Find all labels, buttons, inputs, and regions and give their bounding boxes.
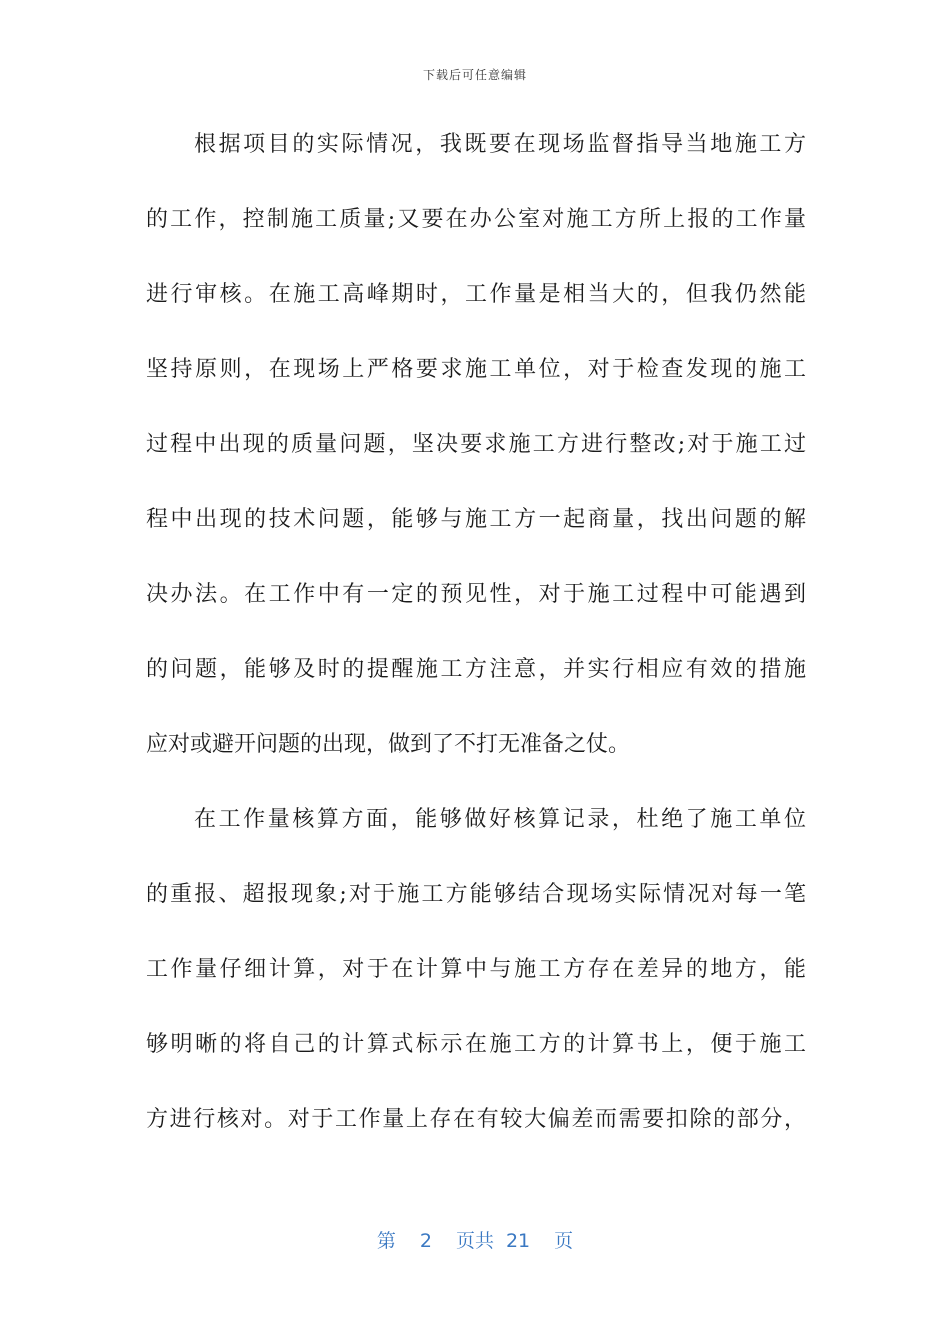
paragraph-1-line-9: 应对或避开问题的出现，做到了不打无准备之仗。 <box>146 732 631 757</box>
paragraph-2-line-5: 方进行核对。对于工作量上存在有较大偏差而需要扣除的部分， <box>146 1107 806 1132</box>
current-page-number: 2 <box>419 1230 432 1252</box>
header-note: 下载后可任意编辑 <box>422 68 527 82</box>
footer-prefix: 第 <box>376 1230 396 1252</box>
paragraph-2-line-3: 工作量仔细计算，对于在计算中与施工方存在差异的地方，能 <box>146 957 806 982</box>
paragraph-1-line-6: 程中出现的技术问题，能够与施工方一起商量，找出问题的解 <box>146 507 806 532</box>
paragraph-1-line-7: 决办法。在工作中有一定的预见性，对于施工过程中可能遇到 <box>146 582 806 607</box>
page-footer <box>0 1226 950 1253</box>
document-body <box>146 118 806 1168</box>
paragraph-2-line-1: 在工作量核算方面，能够做好核算记录，杜绝了施工单位 <box>194 807 806 832</box>
footer-suffix: 页 <box>554 1230 574 1252</box>
paragraph-1-line-5: 过程中出现的质量问题，坚决要求施工方进行整改;对于施工过 <box>146 432 806 457</box>
paragraph-1-line-2: 的工作，控制施工质量;又要在办公室对施工方所上报的工作量 <box>146 207 806 232</box>
paragraph-1-line-8: 的问题，能够及时的提醒施工方注意，并实行相应有效的措施 <box>146 657 806 682</box>
paragraph-2-line-2: 的重报、超报现象;对于施工方能够结合现场实际情况对每一笔 <box>146 882 806 907</box>
paragraph-1-line-4: 坚持原则，在现场上严格要求施工单位，对于检查发现的施工 <box>146 357 806 382</box>
footer-middle: 页共 <box>455 1230 494 1252</box>
total-pages-number: 21 <box>505 1230 531 1252</box>
paragraph-1-line-1: 根据项目的实际情况，我既要在现场监督指导当地施工方 <box>194 132 806 157</box>
paragraph-2-line-4: 够明晰的将自己的计算式标示在施工方的计算书上，便于施工 <box>146 1032 806 1057</box>
paragraph-1-line-3: 进行审核。在施工高峰期时，工作量是相当大的，但我仍然能 <box>146 282 806 307</box>
